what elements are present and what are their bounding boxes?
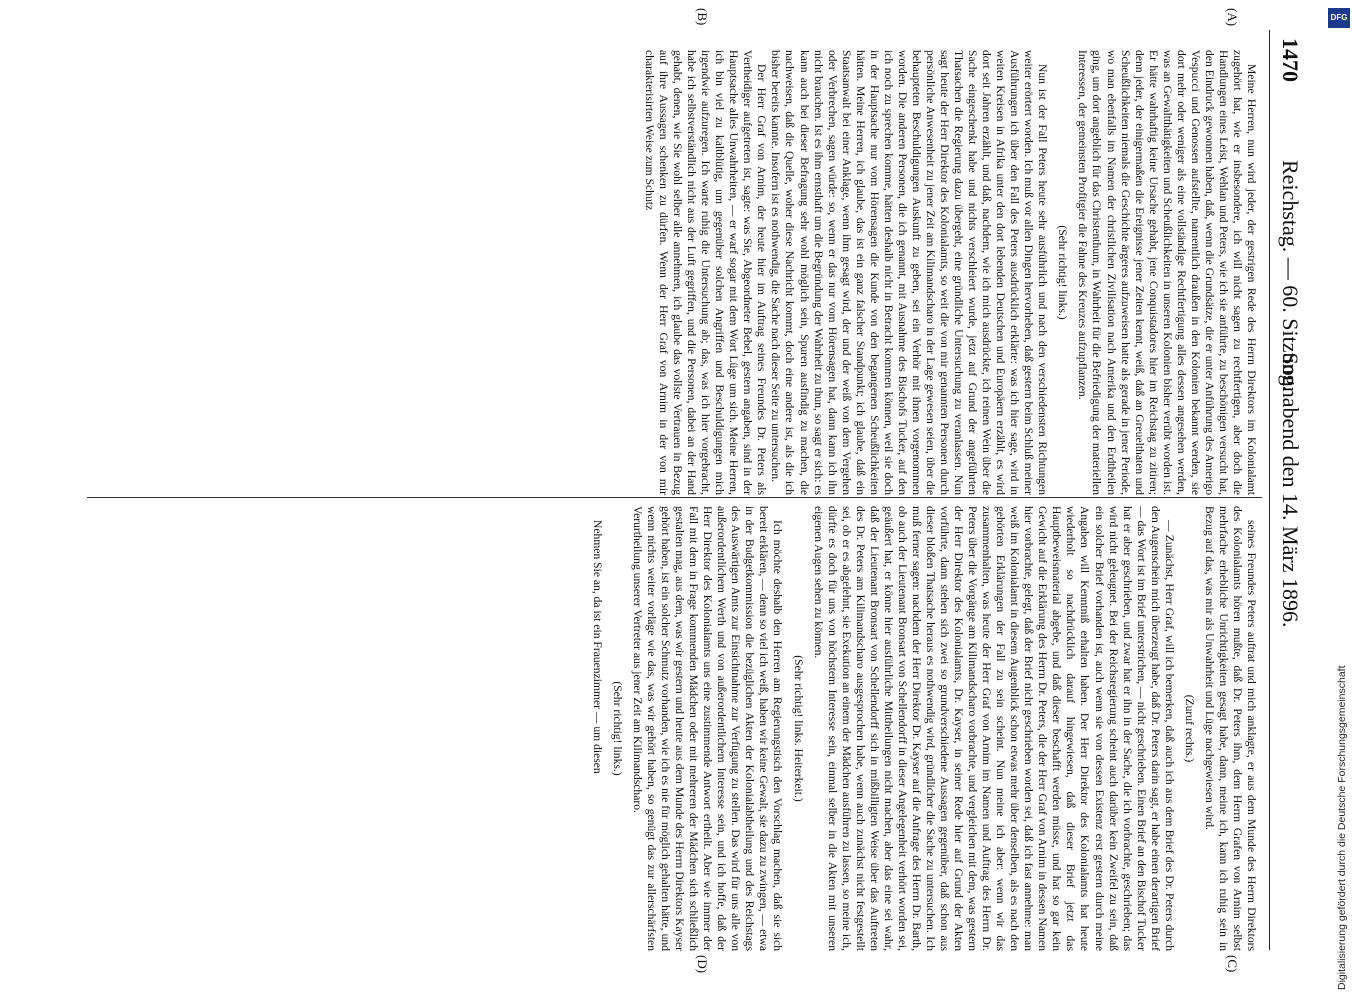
header-left-title: Reichstag. — 60. Sitzung. bbox=[1278, 160, 1303, 391]
paragraph: Meine Herren, nun wird jeder, der gestrigen Rede des Herrn Direktors im Kolonialamt zugehört hat, wie er insbesondere, ich will nicht sagen zu rechtfertigen, aber doch die Handlungen eines Leist, Wehlan und Peters, wie ich sie anführte, zu beschönigen versucht hat, den Eindruck gewonnen haben, daß, wenn die Grundsätze, die er unter Anführung des Amerigo Vespucci und Genossen aufstellte, namentlich draußen in den Kolonien bekannt werden, sie dort mehr oder weniger als eine vollständige Rechtfertigung alles dessen angesehen werden, was an Gewaltthätigkeiten und Scheußlichkeiten in unseren Kolonien bisher verübt worden ist. Er hätte wahrhaftig keine Ursache gehabt, jene Conquistadores hier im Reichstag zu zitiren; denn jeder, der einigermaßen die Ereignisse jener Zeiten kennt, weiß, daß an Greuelthaten und Scheußlichkeiten niemals die Geschichte ärgeres aufzuweisen hatte als gerade in jener Periode, wo man ebenfalls im Namen der christlichen Zivilisation nach Amerika und den Erdtheilen ging, um dort angeblich für das Christenthum, in Wahrheit für die Befriedigung der materiellen Interessen, der gemeinsten Profitgier die Fahne des Kreuzes aufzupflanzen. bbox=[1076, 50, 1258, 495]
page-number: 1470 bbox=[1278, 38, 1303, 82]
right-column bbox=[88, 506, 1258, 951]
dfg-logo-icon: DFG bbox=[1328, 8, 1350, 28]
paragraph: Nun ist der Fall Peters heute sehr ausführlich und nach den verschiedensten Richtungen weiter erörtert worden. Ich muß vor allen Dingen hervorheben, daß gestern beim Schluß meiner Ausführungen ich über den Fall des Peters ausdrücklich erklärte: was ich hier sage, wird in weiten Kreisen in Afrika unter den dort lebenden Deutschen und Europäern erzählt, es wird dort seit Jahren erzählt, und daß, nachdem, wie ich mich ausdrückte, ich reinen Wein über die Sache eingeschenkt habe und nichts verschleiert wurde, jetzt auf Grund der angeführten Thatsachen die Regierung dazu übergeht, eine gründliche Untersuchung zu veranlassen. Nun sagt heute der Herr Direktor des Kolonialamts, so weit die von mir genannten Personen durch persönliche Anwesenheit zu jener Zeit am Kilimandscharo in der Lage gewesen seien, über die behaupteten Beschuldigungen Auskunft zu geben, sei ein Verhör mit ihnen vorgenommen worden. Die anderen Personen, die ich genannt, mit Ausnahme des Bischofs Tucker, auf den ich noch zu sprechen komme, hätten deshalb nicht in Betracht kommen können, weil sie doch in der Hauptsache nur vom Hörensagen die Kunde von den begangenen Scheußlichkeiten hätten. Meine Herren, ich glaube, das ist ein ganz falscher Standpunkt; ich glaube, daß ein Staatsanwalt bei einer Anklage, wenn ihm gesagt wird, der und der weiß von dem Vergehen oder Verbrechen, sagen würde: so, wenn er das nur vom Hörensagen hat, dann kann ich ihn nicht brauchen. Ist es ihm ernsthaft um die Begründung der Wahrheit zu thun, so sagt er sich: es kann auch bei dieser Befragung sehr wohl möglich sein, Spuren ausfindig zu machen, die nachweisen, daß die Quelle, woher diese Nachricht kommt, doch eine andere ist, als die ich bisher bereits kannte. Insofern ist es nothwendig, die Sache nach dieser Seite zu untersuchen. bbox=[769, 50, 1050, 495]
paragraph: Ich möchte deshalb den Herren am Regierungstisch den Vorschlag machen, daß sie sich bereit erklären, — denn so viel ich weiß, haben wir keine Gewalt, sie dazu zu zwingen, — etwa in der Budgetkommission die bezüglichen Akten der Kolonialabtheilung und des Reichstags des Auswärtigen Amts zur Einsichtnahme zur Verfügung zu stellen. Das wird für uns alle von außerordentlichem Werth und von außerordentlichem Interesse sein, und ich hoffe, daß der Herr Direktor des Kolonialamts uns eine zustimmende Antwort ertheilt. Aber wie immer der Fall mit dem in Frage kommenden Mädchen oder mit mehreren der Mädchen sich schließlich gestalten mag, aus dem, was wir gestern und heute aus dem Munde des Herrn Direktors Kayser gehört haben, ist ein solcher Schmutz vorhanden, wie ich es nie für möglich gehalten hätte, und wenn nichts weiter vorläge wie das, was wir gehört haben, so genügt das zur allerschärfsten Verurtheilung unserer Vertreter aus jener Zeit am Kilimandscharo. bbox=[631, 506, 785, 951]
marker-a: (A) bbox=[1225, 8, 1240, 27]
marker-c: (C) bbox=[1225, 955, 1240, 973]
interjection: (Sehr richtig! links. Heiterkeit.) bbox=[791, 655, 805, 802]
interjection: (Sehr richtig! links.) bbox=[1056, 225, 1070, 320]
marker-d: (D) bbox=[695, 955, 710, 974]
rotated-page bbox=[80, 8, 1310, 974]
interjection: (Zuruf rechts.) bbox=[1182, 694, 1196, 763]
paragraph: — Zunächst, Herr Graf, will ich bemerken, daß auch ich aus dem Brief des Dr. Peters durch den Augenschein mich überzeugt habe, daß Dr. Peters darin sagt, er habe einen derartigen Brief — das Wort ist im Brief unterstrichen, — nicht geschrieben. Einen Brief an den Bischof Tucker hat er aber geschrieben, und zwar hat er ihn in der Sache, die ich vorbrachte, geschrieben; das wird nicht geleugnet. Bei der Reichsregierung scheint auch darüber kein Zweifel zu sein, daß ein solcher Brief vorhanden ist, auch wenn sie von dessen Existenz erst gestern durch meine Angaben will Kenntniß erhalten haben. Der Herr Direktor des Kolonialamts hat heute wiederholt so nachdrücklich darauf hingewiesen, daß dieser Brief jetzt das Hauptbeweismaterial abgebe, und daß dieser beschafft werden müsse, und hat so gar kein Gewicht auf die Erklärung des Herrn Dr. Peters, die der Herr Graf von Arnim in dessen Namen hier vorbrachte, gelegt, daß der Brief nicht geschrieben worden sei, daß ich fast annehme: man weiß im Kolonialamt in diesem Augenblick schon etwas mehr über denselben, als es nach den gehörten Erklärungen der Fall zu sein scheint. Nun meine ich aber: wenn wir das zusammenhalten, was heute der Herr Graf von Arnim im Namen und Auftrag des Herrn Dr. Peters über die Vorgänge am Kilimandscharo vorbrachte, und vergleichen mit dem, was gestern der Herr Direktor des Kolonialamts, Dr. Kayser, in seiner Rede hier auf Grund der Akten vorführte, dann stehen sich zwei so grundverschiedene Aussagen gegenüber, daß schon aus dieser bloßen Thatsache heraus es nothwendig wird, gründlicher die Sache zu untersuchen. Ich muß ferner sagen: nachdem der Herr Direktor Dr. Kayser auf die Anfrage des Herrn Dr. Barth, ob auch der Lieutenant Bronsart von Schellendorff in dieser Angelegenheit verhört worden sei, geäußert hat, er könne hier ausführliche Mittheilungen nicht machen, aber das eine sei wahr, daß der Lieutenant Bronsart von Schellendorff sich in mißbilligten Weise über das Auftreten des Dr. Peters am Kilimandscharo ausgesprochen habe, wenn auch zunächst nicht festgestellt sei, ob er es abgelehnt, sie Exekution an einem der Mädchen ausführen zu lassen, so meine ich, dürfte es doch für uns von höchstem Interesse sein, einmal selber in die Akten mit unseren eigenen Augen sehen zu können. bbox=[811, 506, 1176, 951]
marker-b: (B) bbox=[695, 8, 710, 26]
column-divider bbox=[87, 497, 1262, 498]
paragraph: seines Freundes Peters auftrat und mich anklagte, er aus dem Munde des Herrn Direktors des Kolonialamts hören mußte, daß Dr. Peters ihm, dem Herrn Grafen von Arnim selbst mehrfache erhebliche Unrichtigkeiten gesagt habe, dann, meine ich, kann ich ruhig sein in Bezug auf das, was mir als Unwahrheit und Lüge nachgewiesen wird. bbox=[1202, 506, 1258, 951]
header-center-title: Sonnabend den 14. März 1896. bbox=[1278, 352, 1303, 628]
interjection: (Sehr richtig! links.) bbox=[610, 681, 624, 776]
page-header bbox=[1269, 30, 1310, 950]
digitization-note: Digitalisierung gefördert durch die Deutsche Forschungsgemeinschaft bbox=[1336, 665, 1348, 990]
paragraph: Nehmen Sie an, da ist ein Frauenzimmer — um diesen bbox=[590, 520, 604, 774]
paragraph: Der Herr Graf von Arnim, der heute hier im Auftrag seines Freundes Dr. Peters als Vertheidiger aufgetreten ist, sagte: was Sie, Abgeordneter Bebel, gestern angaben, sind in der Hauptsache alles Unwahrheiten, — er warf sogar mit dem Wort Lüge um sich. Meine Herren, ich bin viel zu kaltblütig, um gegenüber solchen Angriffen und Beschuldigungen mich irgendwie aufzuregen. Ich warte ruhig die Untersuchung ab; das, was ich hier vorgebracht, habe ich selbstverständlich nicht aus der Luft gegriffen, und die Personen, dabei an der Hand gehabt, denen, wie Sie wohl selber alle annehmen, ich glaube das vollste Vertrauen in Bezug auf ihre Aussagen schenken zu dürfen. Wenn der Herr Graf von Arnim in der von mir charakterisirten Weise zum Schutz bbox=[643, 50, 769, 495]
left-column bbox=[88, 50, 1258, 495]
